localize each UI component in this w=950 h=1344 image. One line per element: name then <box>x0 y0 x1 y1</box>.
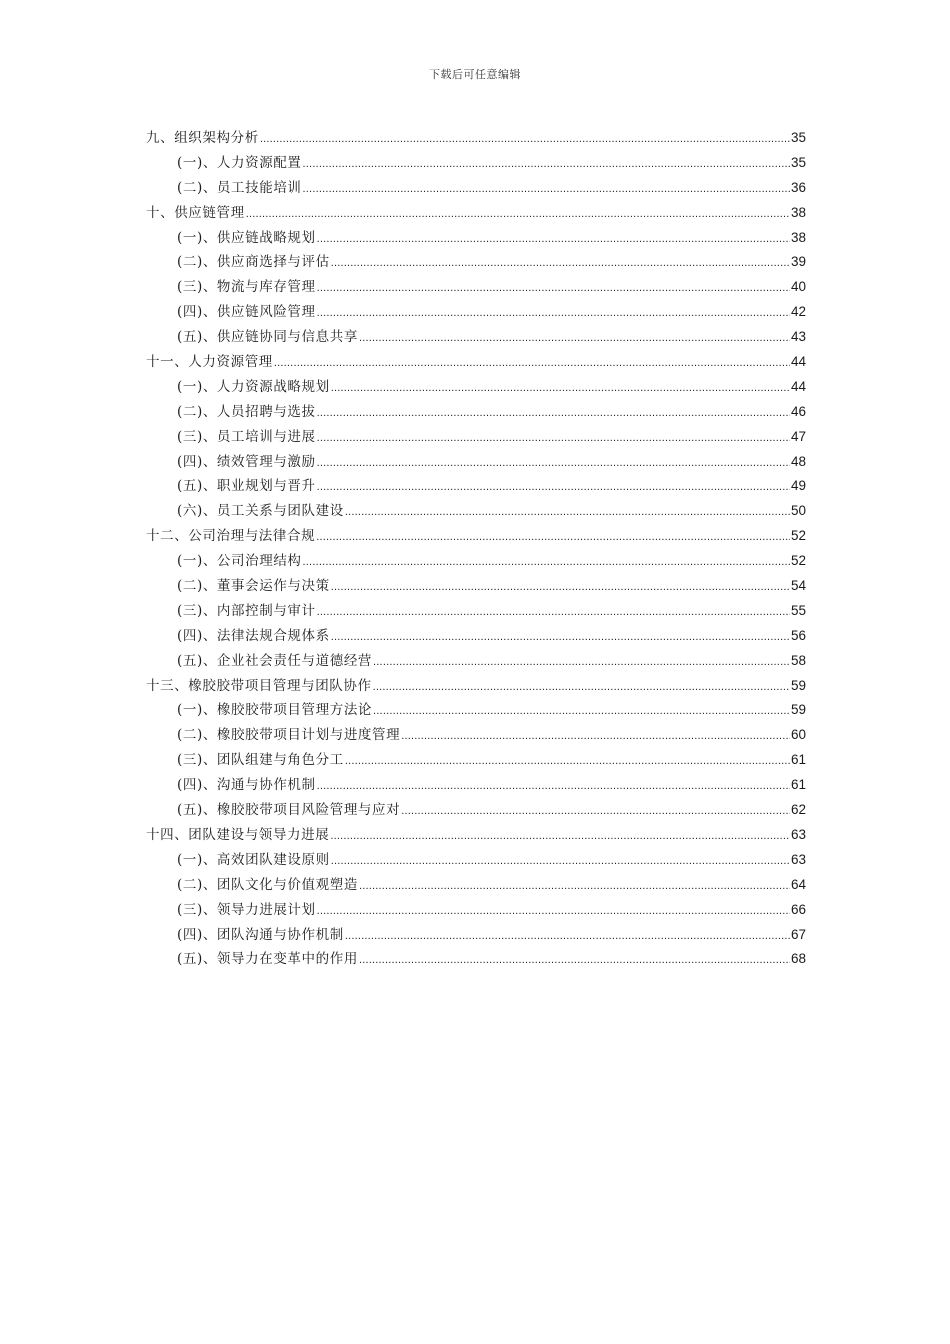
toc-section-entry[interactable] <box>146 574 806 599</box>
toc-entry-page-number: 60 <box>790 727 806 743</box>
toc-entry-title: (一)、公司治理结构 <box>177 553 302 570</box>
toc-dot-leader <box>260 127 790 152</box>
toc-section-entry[interactable] <box>146 923 806 948</box>
toc-dot-leader <box>331 575 790 600</box>
toc-entry-title: (一)、高效团队建设原则 <box>177 851 330 868</box>
toc-section-entry[interactable] <box>146 325 806 350</box>
toc-section-entry[interactable] <box>146 300 806 325</box>
toc-entry-page-number: 59 <box>790 677 806 693</box>
toc-entry-page-number: 62 <box>790 802 806 818</box>
toc-entry-title: (一)、人力资源战略规划 <box>177 378 330 395</box>
toc-section-entry[interactable] <box>146 400 806 425</box>
table-of-contents <box>146 126 806 972</box>
toc-dot-leader <box>373 650 790 675</box>
toc-entry-title: (五)、领导力在变革中的作用 <box>177 951 358 968</box>
toc-dot-leader <box>317 301 790 326</box>
toc-entry-page-number: 44 <box>790 354 806 370</box>
header-note: 下载后可任意编辑 <box>429 68 521 81</box>
toc-entry-page-number: 66 <box>790 901 806 917</box>
toc-dot-leader <box>303 177 790 202</box>
toc-entry-page-number: 42 <box>790 304 806 320</box>
toc-entry-title: (六)、员工关系与团队建设 <box>177 503 344 520</box>
toc-chapter-entry[interactable] <box>146 126 806 151</box>
toc-section-entry[interactable] <box>146 549 806 574</box>
toc-section-entry[interactable] <box>146 773 806 798</box>
toc-entry-page-number: 68 <box>790 951 806 967</box>
toc-entry-page-number: 46 <box>790 403 806 419</box>
toc-entry-page-number: 35 <box>790 154 806 170</box>
toc-entry-title: (一)、供应链战略规划 <box>177 229 316 246</box>
toc-entry-title: 十、供应链管理 <box>146 204 245 221</box>
toc-dot-leader <box>359 326 790 351</box>
toc-section-entry[interactable] <box>146 848 806 873</box>
toc-dot-leader <box>317 227 790 252</box>
toc-section-entry[interactable] <box>146 375 806 400</box>
toc-entry-title: (四)、沟通与协作机制 <box>177 777 316 794</box>
toc-section-entry[interactable] <box>146 698 806 723</box>
toc-section-entry[interactable] <box>146 873 806 898</box>
toc-dot-leader <box>345 500 790 525</box>
toc-chapter-entry[interactable] <box>146 674 806 699</box>
toc-entry-page-number: 61 <box>790 777 806 793</box>
toc-entry-title: (二)、橡胶胶带项目计划与进度管理 <box>177 727 401 744</box>
toc-entry-title: (五)、橡胶胶带项目风险管理与应对 <box>177 802 401 819</box>
toc-dot-leader <box>359 948 790 973</box>
toc-section-entry[interactable] <box>146 723 806 748</box>
toc-entry-page-number: 50 <box>790 503 806 519</box>
toc-section-entry[interactable] <box>146 425 806 450</box>
toc-entry-page-number: 54 <box>790 578 806 594</box>
toc-entry-page-number: 52 <box>790 528 806 544</box>
toc-dot-leader <box>317 401 790 426</box>
toc-dot-leader <box>331 251 790 276</box>
toc-chapter-entry[interactable] <box>146 350 806 375</box>
toc-section-entry[interactable] <box>146 599 806 624</box>
toc-dot-leader <box>345 924 790 949</box>
toc-entry-title: (二)、董事会运作与决策 <box>177 578 330 595</box>
toc-dot-leader <box>303 550 790 575</box>
toc-section-entry[interactable] <box>146 151 806 176</box>
toc-dot-leader <box>401 799 790 824</box>
toc-section-entry[interactable] <box>146 624 806 649</box>
toc-entry-title: (三)、物流与库存管理 <box>177 279 316 296</box>
toc-entry-page-number: 59 <box>790 702 806 718</box>
toc-entry-title: (四)、法律法规合规体系 <box>177 627 330 644</box>
toc-entry-page-number: 47 <box>790 428 806 444</box>
toc-entry-page-number: 38 <box>790 204 806 220</box>
toc-section-entry[interactable] <box>146 798 806 823</box>
toc-dot-leader <box>303 152 790 177</box>
toc-entry-page-number: 49 <box>790 478 806 494</box>
toc-section-entry[interactable] <box>146 748 806 773</box>
toc-dot-leader <box>317 475 790 500</box>
toc-dot-leader <box>359 874 790 899</box>
toc-dot-leader <box>317 276 790 301</box>
toc-dot-leader <box>316 525 790 550</box>
toc-entry-title: (二)、团队文化与价值观塑造 <box>177 876 358 893</box>
toc-entry-page-number: 58 <box>790 652 806 668</box>
toc-entry-title: (四)、供应链风险管理 <box>177 304 316 321</box>
toc-section-entry[interactable] <box>146 275 806 300</box>
toc-dot-leader <box>373 699 790 724</box>
toc-chapter-entry[interactable] <box>146 201 806 226</box>
toc-section-entry[interactable] <box>146 947 806 972</box>
toc-dot-leader <box>331 849 790 874</box>
toc-dot-leader <box>246 202 790 227</box>
toc-entry-title: (五)、供应链协同与信息共享 <box>177 329 358 346</box>
toc-dot-leader <box>317 774 790 799</box>
toc-entry-title: (五)、企业社会责任与道德经营 <box>177 652 373 669</box>
toc-entry-page-number: 36 <box>790 179 806 195</box>
toc-section-entry[interactable] <box>146 250 806 275</box>
toc-entry-page-number: 48 <box>790 453 806 469</box>
toc-entry-title: (二)、人员招聘与选拔 <box>177 403 316 420</box>
toc-entry-page-number: 63 <box>790 826 806 842</box>
toc-dot-leader <box>317 899 790 924</box>
toc-dot-leader <box>345 749 790 774</box>
toc-entry-title: (三)、内部控制与审计 <box>177 602 316 619</box>
toc-entry-title: (三)、领导力进展计划 <box>177 901 316 918</box>
toc-section-entry[interactable] <box>146 649 806 674</box>
toc-dot-leader <box>274 351 790 376</box>
toc-entry-title: (三)、团队组建与角色分工 <box>177 752 344 769</box>
toc-entry-title: (二)、供应商选择与评估 <box>177 254 330 271</box>
toc-entry-title: (二)、员工技能培训 <box>177 179 302 196</box>
toc-dot-leader <box>401 724 790 749</box>
toc-section-entry[interactable] <box>146 450 806 475</box>
toc-entry-page-number: 39 <box>790 254 806 270</box>
toc-entry-title: 九、组织架构分析 <box>146 130 259 146</box>
toc-entry-title: 十二、公司治理与法律合规 <box>146 528 316 545</box>
toc-entry-page-number: 64 <box>790 876 806 892</box>
toc-entry-title: (一)、橡胶胶带项目管理方法论 <box>177 702 373 719</box>
toc-entry-page-number: 61 <box>790 752 806 768</box>
toc-entry-page-number: 38 <box>790 229 806 245</box>
toc-entry-page-number: 52 <box>790 553 806 569</box>
toc-entry-page-number: 44 <box>790 378 806 394</box>
toc-entry-title: (四)、团队沟通与协作机制 <box>177 926 344 943</box>
toc-section-entry[interactable] <box>146 226 806 251</box>
toc-entry-title: 十四、团队建设与领导力进展 <box>146 826 330 843</box>
toc-entry-page-number: 40 <box>790 279 806 295</box>
toc-dot-leader <box>317 426 790 451</box>
toc-entry-title: (四)、绩效管理与激励 <box>177 453 316 470</box>
toc-section-entry[interactable] <box>146 499 806 524</box>
toc-dot-leader <box>331 376 790 401</box>
toc-entry-page-number: 35 <box>790 130 806 145</box>
toc-entry-page-number: 63 <box>790 851 806 867</box>
toc-chapter-entry[interactable] <box>146 524 806 549</box>
toc-entry-title: (一)、人力资源配置 <box>177 154 302 171</box>
toc-section-entry[interactable] <box>146 474 806 499</box>
toc-entry-page-number: 56 <box>790 627 806 643</box>
toc-entry-title: 十一、人力资源管理 <box>146 354 273 371</box>
toc-dot-leader <box>317 600 790 625</box>
toc-entry-page-number: 55 <box>790 602 806 618</box>
toc-section-entry[interactable] <box>146 176 806 201</box>
toc-entry-page-number: 43 <box>790 329 806 345</box>
toc-section-entry[interactable] <box>146 898 806 923</box>
toc-dot-leader <box>330 824 790 849</box>
toc-dot-leader <box>331 625 790 650</box>
toc-chapter-entry[interactable] <box>146 823 806 848</box>
toc-entry-title: (三)、员工培训与进展 <box>177 428 316 445</box>
toc-entry-title: 十三、橡胶胶带项目管理与团队协作 <box>146 677 372 694</box>
toc-entry-title: (五)、职业规划与晋升 <box>177 478 316 495</box>
toc-dot-leader <box>373 675 790 700</box>
toc-dot-leader <box>317 451 790 476</box>
toc-entry-page-number: 67 <box>790 926 806 942</box>
